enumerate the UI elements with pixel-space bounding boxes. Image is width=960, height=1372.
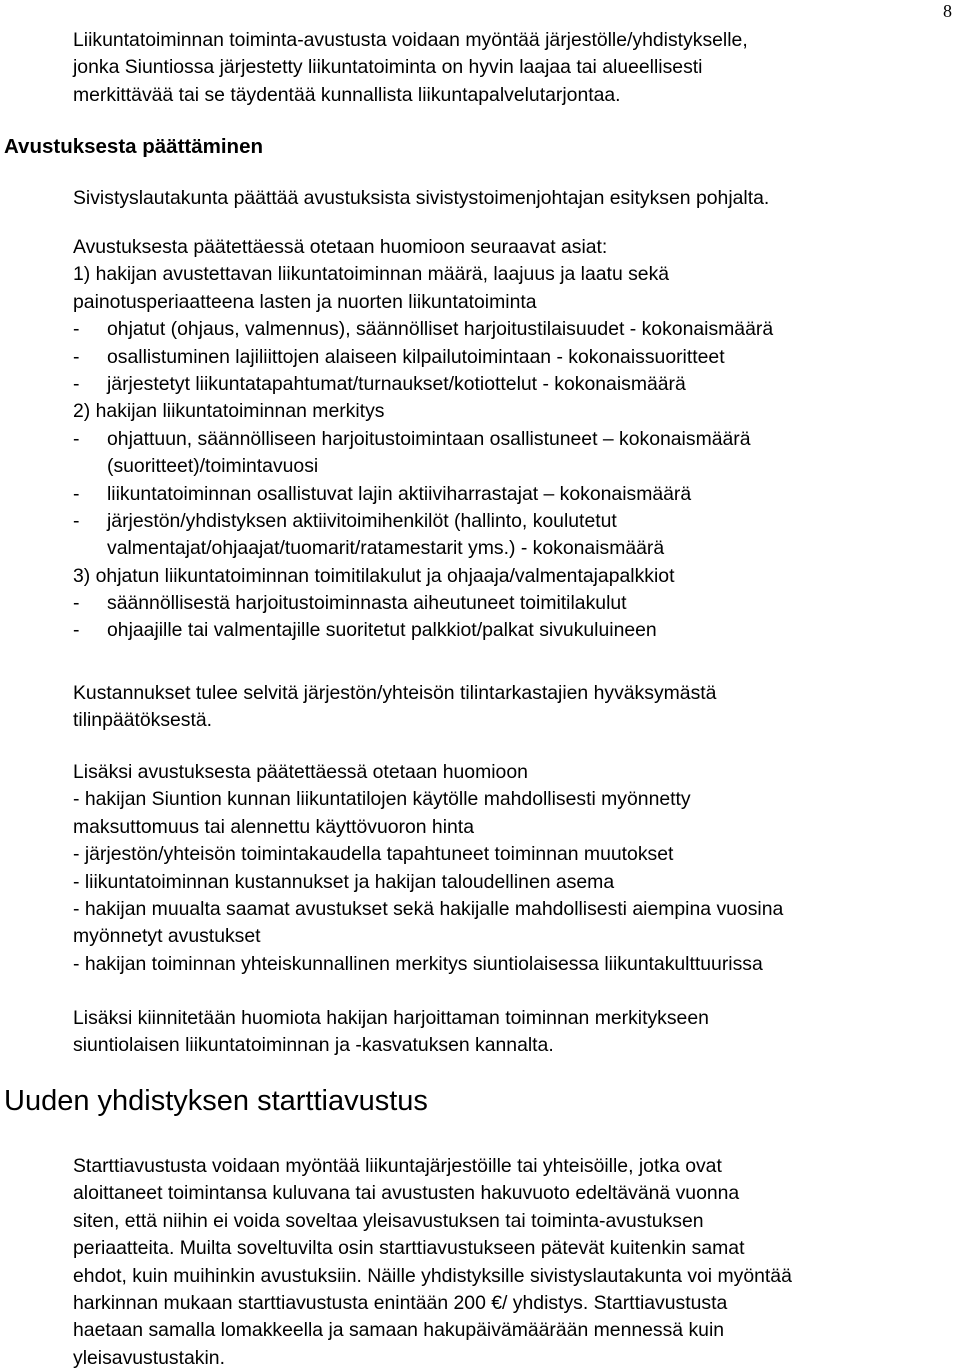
- additional-line: - hakijan muualta saamat avustukset sekä hakijalle mahdollisesti aiempina vuosina: [73, 897, 784, 920]
- additional-line: Lisäksi avustuksesta päätettäessä otetaan huomioon: [73, 761, 528, 783]
- additional-line: - järjestön/yhteisön toimintakaudella tapahtuneet toiminnan muutokset: [73, 843, 674, 866]
- additional-considerations: [73, 759, 958, 978]
- criteria-item-3: 3) ohjatun liikuntatoiminnan toimitilakulut ja ohjaaja/valmentajapalkkiot: [73, 564, 675, 587]
- startup-grant-paragraph: [73, 1153, 958, 1372]
- additional-line: - hakijan toiminnan yhteiskunnallinen merkitys siuntiolaisessa liikuntakulttuurissa: [73, 952, 763, 975]
- list-item-text: osallistuminen lajiliittojen alaiseen kilpailutoimintaan - kokonaissuoritteet: [107, 345, 725, 368]
- intro-line: Liikuntatoiminnan toiminta-avustusta voidaan myöntää järjestölle/yhdistykselle,: [73, 29, 748, 51]
- list-item-cont: valmentajat/ohjaajat/tuomarit/ratamestarit yms.) - kokonaismäärä: [107, 537, 665, 560]
- list-item: [73, 508, 958, 535]
- decision-text: Sivistyslautakunta päättää avustuksista sivistystoimenjohtajan esityksen pohjalta.: [73, 187, 770, 209]
- startup-line: periaatteita. Muilta soveltuvilta osin starttiavustukseen pätevät kuitenkin samat: [73, 1237, 745, 1260]
- list-item-text: liikuntatoiminnan osallistuvat lajin aktiiviharrastajat – kokonaismäärä: [107, 482, 692, 505]
- intro-line: jonka Siuntiossa järjestetty liikuntatoiminta on hyvin laajaa tai alueellisesti: [73, 56, 703, 79]
- criteria-intro: Avustuksesta päätettäessä otetaan huomioon seuraavat asiat:: [73, 236, 608, 258]
- startup-line: siten, että niihin ei voida soveltaa yleisavustuksen tai toiminta-avustuksen: [73, 1209, 704, 1232]
- costs-line: tilinpäätöksestä.: [73, 709, 213, 732]
- section-heading-decision: Avustuksesta päättäminen: [4, 135, 263, 158]
- list-item: [73, 316, 958, 343]
- intro-paragraph: [73, 27, 958, 109]
- attention-paragraph: [73, 1005, 958, 1060]
- dash-bullet: -: [73, 482, 80, 505]
- criteria-item-1-cont: painotusperiaatteena lasten ja nuorten liikuntatoiminta: [73, 290, 537, 313]
- list-item-text: järjestetyt liikuntatapahtumat/turnaukset/kotiottelut - kokonaismäärä: [107, 372, 686, 395]
- costs-line: Kustannukset tulee selvitä järjestön/yhteisön tilintarkastajien hyväksymästä: [73, 682, 717, 704]
- additional-line: myönnetyt avustukset: [73, 925, 261, 948]
- dash-bullet: -: [73, 619, 80, 642]
- section-heading-startup-grant: Uuden yhdistyksen starttiavustus: [4, 1085, 428, 1117]
- intro-line: merkittävää tai se täydentää kunnallista liikuntapalvelutarjontaa.: [73, 83, 621, 106]
- criteria-item-2: 2) hakijan liikuntatoiminnan merkitys: [73, 400, 385, 423]
- additional-line: maksuttomuus tai alennettu käyttövuoron hinta: [73, 815, 474, 838]
- list-item-text: ohjaajille tai valmentajille suoritetut palkkiot/palkat sivukuluineen: [107, 619, 657, 642]
- startup-line: ehdot, kuin muihinkin avustuksiin. Näille yhdistyksille sivistyslautakunta voi myöntää: [73, 1264, 792, 1287]
- dash-bullet: -: [73, 509, 80, 532]
- additional-line: - liikuntatoiminnan kustannukset ja hakijan taloudellinen asema: [73, 870, 615, 893]
- page-number: 8: [943, 1, 952, 21]
- startup-line: yleisavustustakin.: [73, 1346, 225, 1369]
- criteria-item-1: 1) hakijan avustettavan liikuntatoiminnan määrä, laajuus ja laatu sekä: [73, 263, 670, 286]
- startup-line: harkinnan mukaan starttiavustusta enintään 200 €/ yhdistys. Starttiavustusta: [73, 1291, 728, 1314]
- decision-paragraph: [73, 185, 958, 212]
- list-item: [73, 617, 958, 644]
- startup-line: Starttiavustusta voidaan myöntää liikuntajärjestöille tai yhteisöille, jotka ovat: [73, 1155, 722, 1177]
- startup-line: aloittaneet toimintansa kuluvana tai avustusten hakuvuoto edeltävänä vuonna: [73, 1182, 740, 1205]
- costs-paragraph: [73, 680, 958, 735]
- dash-bullet: -: [73, 345, 80, 368]
- list-item: [73, 344, 958, 371]
- list-item-text: ohjatut (ohjaus, valmennus), säännölliset harjoitustilaisuudet - kokonaismäärä: [107, 318, 774, 341]
- list-item: [73, 590, 958, 617]
- list-item: [73, 426, 958, 453]
- list-item-cont: (suoritteet)/toimintavuosi: [107, 455, 319, 478]
- criteria-list: [73, 234, 958, 645]
- attention-line: Lisäksi kiinnitetään huomiota hakijan harjoittaman toiminnan merkitykseen: [73, 1007, 709, 1029]
- dash-bullet: -: [73, 372, 80, 395]
- list-item-text: järjestön/yhdistyksen aktiivitoimihenkilöt (hallinto, koulutetut: [107, 509, 617, 532]
- dash-bullet: -: [73, 592, 80, 615]
- list-item: [73, 371, 958, 398]
- startup-line: haetaan samalla lomakkeella ja samaan hakupäivämäärään mennessä kuin: [73, 1319, 725, 1342]
- list-item-text: ohjattuun, säännölliseen harjoitustoimintaan osallistuneet – kokonaismäärä: [107, 427, 751, 450]
- list-item-text: säännöllisestä harjoitustoiminnasta aiheutuneet toimitilakulut: [107, 592, 627, 615]
- additional-line: - hakijan Siuntion kunnan liikuntatilojen käytölle mahdollisesti myönnetty: [73, 788, 691, 811]
- list-item: [73, 481, 958, 508]
- attention-line: siuntiolaisen liikuntatoiminnan ja -kasvatuksen kannalta.: [73, 1034, 554, 1057]
- dash-bullet: -: [73, 318, 80, 341]
- dash-bullet: -: [73, 427, 80, 450]
